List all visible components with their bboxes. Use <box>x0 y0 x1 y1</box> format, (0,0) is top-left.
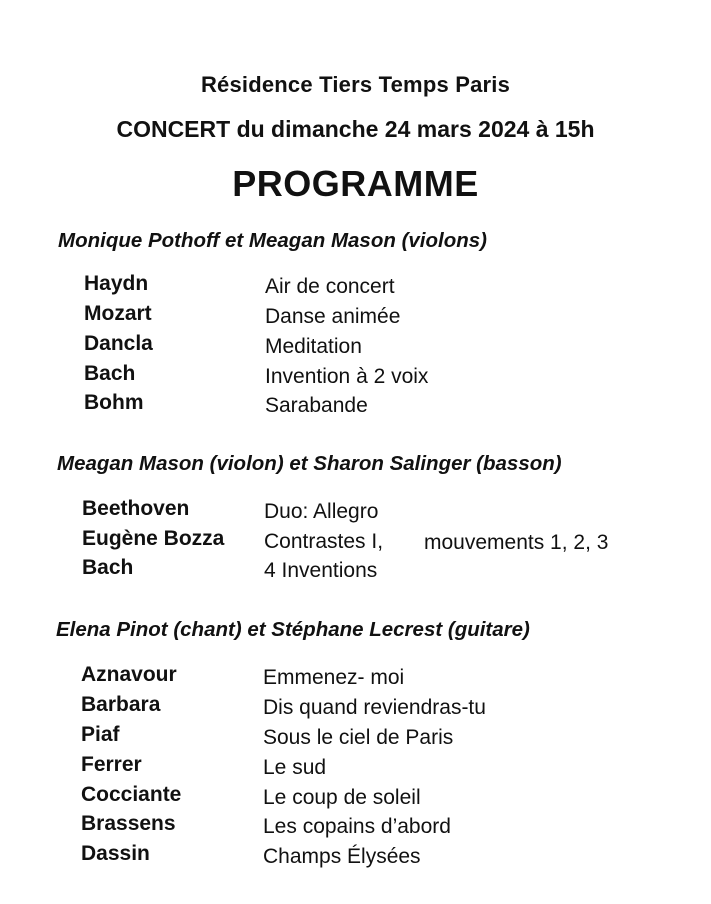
composer-name: Bohm <box>84 391 144 414</box>
section-performers: Monique Pothoff et Meagan Mason (violons) <box>58 229 487 252</box>
composer-name: Mozart <box>84 302 152 325</box>
composer-name: Dassin <box>81 842 150 865</box>
piece-title: Champs Élysées <box>263 845 421 868</box>
piece-movements: mouvements 1, 2, 3 <box>424 531 609 554</box>
piece-title: Sarabande <box>265 394 368 417</box>
composer-name: Piaf <box>81 723 120 746</box>
composer-name: Ferrer <box>81 753 142 776</box>
piece-title: Les copains d’abord <box>263 815 451 838</box>
piece-title: Le coup de soleil <box>263 786 421 809</box>
piece-title: Emmenez- moi <box>263 666 405 689</box>
composer-name: Beethoven <box>82 497 190 520</box>
venue-title: Résidence Tiers Temps Paris <box>200 72 511 97</box>
composer-name: Aznavour <box>81 663 177 686</box>
piece-title: Le sud <box>263 756 327 779</box>
composer-name: Brassens <box>81 812 176 835</box>
piece-title: Sous le ciel de Paris <box>263 726 454 749</box>
composer-name: Haydn <box>84 272 149 295</box>
piece-title: Meditation <box>265 335 362 358</box>
piece-title: 4 Inventions <box>264 559 378 582</box>
composer-name: Cocciante <box>81 783 182 806</box>
piece-title: Dis quand reviendras-tu <box>263 696 486 719</box>
piece-title: Danse animée <box>265 305 401 328</box>
piece-title: Contrastes I, <box>264 530 384 553</box>
piece-title: Duo: Allegro <box>264 500 379 523</box>
section-performers: Meagan Mason (violon) et Sharon Salinger (basson) <box>57 452 562 475</box>
composer-name: Dancla <box>84 332 153 355</box>
composer-name: Eugène Bozza <box>82 527 225 550</box>
composer-name: Bach <box>82 556 134 579</box>
piece-title: Air de concert <box>265 275 395 298</box>
piece-title: Invention à 2 voix <box>265 365 429 388</box>
composer-name: Bach <box>84 362 136 385</box>
composer-name: Barbara <box>81 693 161 716</box>
section-performers: Elena Pinot (chant) et Stéphane Lecrest (guitare) <box>56 618 530 641</box>
event-date-line: CONCERT du dimanche 24 mars 2024 à 15h <box>116 116 595 142</box>
programme-heading: PROGRAMME <box>232 163 479 204</box>
